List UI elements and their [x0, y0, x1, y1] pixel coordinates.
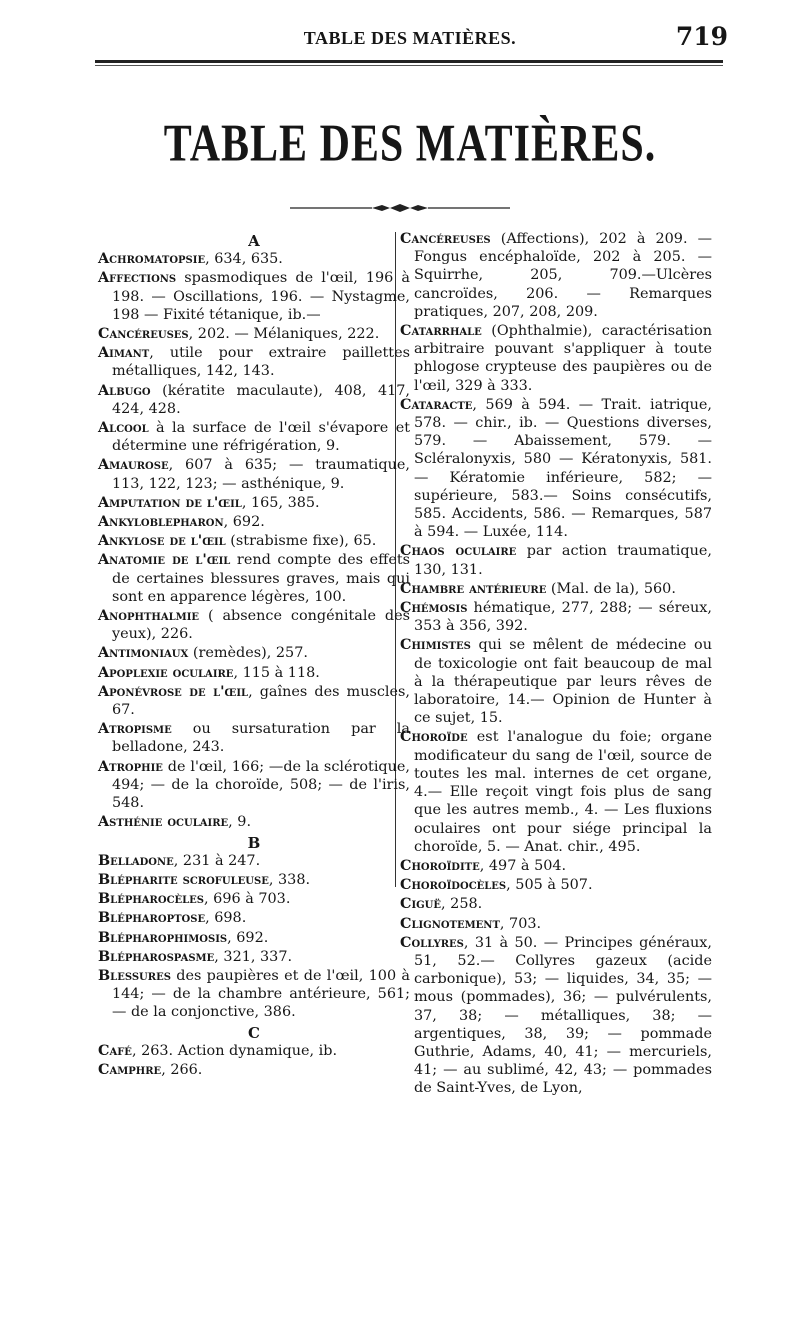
entry-headword: Ankylose de l'œil [98, 532, 226, 550]
entry-headword: Café [98, 1041, 132, 1059]
entry-headword: Antimoniaux [98, 644, 189, 662]
index-entry [98, 551, 410, 606]
entry-text: , 202. — Mélaniques, 222. [188, 326, 380, 343]
entry-headword: Cataracte [400, 395, 473, 413]
entry-text: (Ophthalmie), caractérisation arbitraire pouvant s'appliquer à toute phlogose crypteuse des paupières ou de l'œil, 329 à 333. [414, 323, 712, 394]
entry-text: , 703. [499, 915, 542, 932]
index-entry [98, 644, 410, 662]
index-entry [98, 1061, 410, 1079]
entry-headword: Amaurose [98, 456, 169, 474]
entry-headword: Clignotement [400, 914, 500, 932]
index-entry [98, 344, 410, 380]
index-entry [98, 494, 410, 512]
entry-text: par action traumatique, 130, 131. [414, 543, 712, 578]
entry-text: , 607 à 635; — traumatique, 113, 122, 123; — asthénique, 9. [112, 457, 410, 492]
entry-text: , 31 à 50. — Principes généraux, 51, 52.— Collyres gazeux (acide carbonique), 53; — liquides, 34, 35; — mous (pommades), 36; — pulvérulents, 37, 38; — métalliques, 38; — argentiques, 38, 39; — pommade Guthrie, Adams, 40, 41; — mercuriels, 41; — au sublimé, 42, 43; — pommades de Saint-Yves, de Lyon, [414, 934, 712, 1097]
header-rule-thin [95, 65, 723, 66]
index-entry [98, 664, 410, 682]
entry-headword: Chambre antérieure [400, 579, 547, 597]
entry-headword: Alcool [98, 419, 149, 437]
entries-c [98, 1042, 410, 1079]
index-entry [400, 636, 712, 727]
entry-text: est l'analogue du foie; organe modificateur du sang de l'œil, source de toutes les mal. internes de cet organe, 4.— Elle reçoit vingt fois plus de sang que les autres memb., 4. — Les fluxions oculaires ont pour siége principal la choroïde, 5. — Anat. chir., 495. [414, 729, 712, 855]
page-number: 719 [675, 22, 728, 51]
entry-text: (kératite maculaute), 408, 417, 424, 428. [112, 382, 410, 417]
entry-headword: Camphre [98, 1060, 162, 1078]
left-column [98, 230, 410, 1080]
running-title: TABLE DES MATIÈRES. [303, 28, 517, 48]
index-entry [400, 542, 712, 578]
entry-headword: Aimant [98, 344, 150, 362]
entry-headword: Blépharophimosis [98, 928, 228, 946]
entry-text: , 231 à 247. [173, 852, 261, 869]
entry-text: (strabisme fixe), 65. [225, 533, 377, 550]
entry-text: , 692. [223, 514, 265, 531]
right-column [400, 230, 712, 1099]
entry-text: , 692. [227, 929, 269, 946]
index-entry [400, 230, 712, 321]
entry-text: , 569 à 594. — Trait. iatrique, 578. — chir., ib. — Questions diverses, 579. — Abaissement, 579. — Scléralonyxis, 580 — Kératonyxis, 581. — Kératomie inférieure, 582; — supérieure, 583.— Soins consécutifs, 585. Accidents, 586. — Remarques, 587 à 594. — Luxée, 114. [414, 396, 712, 541]
index-entry [98, 456, 410, 492]
index-entry [400, 322, 712, 395]
entry-text: , 258. [441, 896, 483, 913]
index-entry [98, 871, 410, 889]
entry-headword: Affections [98, 269, 177, 287]
index-entry [98, 909, 410, 927]
entry-headword: Catarrhale [400, 322, 482, 340]
entry-text: (Mal. de la), 560. [546, 580, 676, 597]
entry-text: , 698. [205, 910, 247, 927]
index-entry [98, 532, 410, 550]
entry-text: (remèdes), 257. [188, 645, 308, 662]
index-entry [400, 580, 712, 598]
index-entry [98, 890, 410, 908]
entry-headword: Chaos oculaire [400, 542, 517, 560]
entry-text: , 165, 385. [241, 494, 320, 511]
index-entry [98, 419, 410, 455]
entry-headword: Blessures [98, 966, 171, 984]
section-letter-c: C [248, 1023, 260, 1042]
index-entry [98, 1042, 410, 1060]
entries-a [98, 250, 410, 831]
entry-headword: Achromatopsie [98, 250, 206, 268]
index-entry [98, 382, 410, 418]
index-entry [98, 948, 410, 966]
entry-text: (Affections), 202 à 209. — Fongus encéphaloïde, 202 à 205. —Squirrhe, 205, 709.—Ulcères cancroïdes, 206. — Remarques pratiques, 207, 208, 209. [414, 231, 712, 320]
index-entry [400, 876, 712, 894]
index-entry [98, 852, 410, 870]
index-entry [400, 396, 712, 542]
entry-text: , 321, 337. [214, 948, 293, 965]
entry-text: des paupières et de l'œil, 100 à 144; — de la chambre antérieure, 561; — de la conjonctive, 386. [112, 967, 410, 1021]
entry-headword: Chémosis [400, 599, 468, 617]
entry-headword: Ciguë [400, 895, 442, 913]
entry-headword: Atrophie [98, 757, 163, 775]
running-header [100, 20, 728, 56]
entry-text: , 505 à 507. [506, 877, 593, 894]
index-entry [98, 250, 410, 268]
index-entry [400, 934, 712, 1098]
index-entry [98, 929, 410, 947]
entry-headword: Choroïdocèles [400, 876, 507, 894]
entries-right [400, 230, 712, 1098]
entry-text: , 9. [228, 814, 252, 831]
entry-headword: Blépharocèles [98, 890, 205, 908]
section-letter-b: B [247, 833, 261, 852]
index-entry [98, 967, 410, 1022]
index-entry [98, 607, 410, 643]
index-entry [98, 683, 410, 719]
entry-headword: Blépharospasme [98, 947, 215, 965]
entry-text: , 338. [268, 871, 311, 888]
entry-headword: Choroïde [400, 728, 468, 746]
ornament-divider [290, 203, 510, 213]
entry-headword: Blépharite scrofuleuse [98, 870, 269, 888]
section-letter-a: A [248, 232, 260, 250]
entry-headword: Anophthalmie [98, 607, 200, 625]
index-entry [98, 758, 410, 813]
entry-headword: Aponévrose de l'œil [98, 682, 249, 700]
entry-headword: Belladone [98, 851, 174, 869]
entry-headword: Chimistes [400, 636, 471, 654]
entry-text: , 266. [161, 1061, 203, 1078]
entry-text: qui se mêlent de médecine ou de toxicologie ont fait beaucoup de mal à la thérapeutique par leurs rêves de laboratoire, 14.— Opinion de Hunter à ce sujet, 15. [414, 637, 712, 727]
entry-headword: Collyres [400, 933, 464, 951]
entry-text: , 634, 635. [205, 251, 283, 268]
index-entry [98, 325, 410, 343]
index-entry [98, 813, 410, 831]
entry-headword: Amputation de l'œil [98, 493, 242, 511]
main-title: TABLE DES MATIÈRES. [163, 115, 657, 173]
entry-headword: Blépharoptose [98, 909, 206, 927]
entry-headword: Anatomie de l'œil [98, 551, 231, 569]
entry-headword: Choroïdite [400, 856, 480, 874]
index-entry [400, 599, 712, 635]
entry-text: hématique, 277, 288; — séreux, 353 à 356, 392. [414, 600, 712, 635]
entry-headword: Cancéreuses [400, 230, 491, 247]
entry-text: , 263. Action dynamique, ib. [131, 1042, 338, 1059]
index-entry [400, 728, 712, 855]
entry-headword: Asthénie oculaire [98, 813, 229, 831]
entry-text: , utile pour extraire paillettes métalliques, 142, 143. [112, 345, 410, 380]
index-entry [400, 857, 712, 875]
index-entry [98, 720, 410, 756]
entry-text: , 696 à 703. [204, 891, 291, 908]
entry-text: rend compte des effets de certaines blessures graves, mais qui sont en apparence légères, 100. [112, 552, 410, 605]
entry-headword: Ankyloblepharon [98, 513, 224, 531]
entry-headword: Cancéreuses [98, 325, 189, 343]
entry-headword: Atropisme [98, 720, 172, 738]
entry-headword: Albugo [98, 381, 151, 399]
index-entry [400, 915, 712, 933]
entries-b [98, 852, 410, 1022]
entry-text: spasmodiques de l'œil, 196 à 198. — Oscillations, 196. — Nystagme, 198 — Fixité tétanique, ib.— [112, 270, 410, 323]
entry-text: de l'œil, 166; —de la sclérotique, 494; — de la choroïde, 508; — de l'iris, 548. [112, 758, 410, 812]
entry-text: ou sursaturation par la belladone, 243. [112, 721, 410, 756]
index-entry [400, 895, 712, 913]
header-rule-thick [95, 60, 723, 63]
index-entry [98, 269, 410, 324]
entry-text: , gaînes des muscles, 67. [112, 683, 410, 719]
entry-text: à la surface de l'œil s'évapore et détermine une réfrigération, 9. [112, 420, 410, 455]
entry-text: , 497 à 504. [479, 857, 567, 874]
entry-text: ( absence congénitale des yeux), 226. [112, 608, 410, 643]
entry-text: , 115 à 118. [233, 664, 320, 681]
index-entry [98, 513, 410, 531]
entry-headword: Apoplexie oculaire [98, 663, 234, 681]
